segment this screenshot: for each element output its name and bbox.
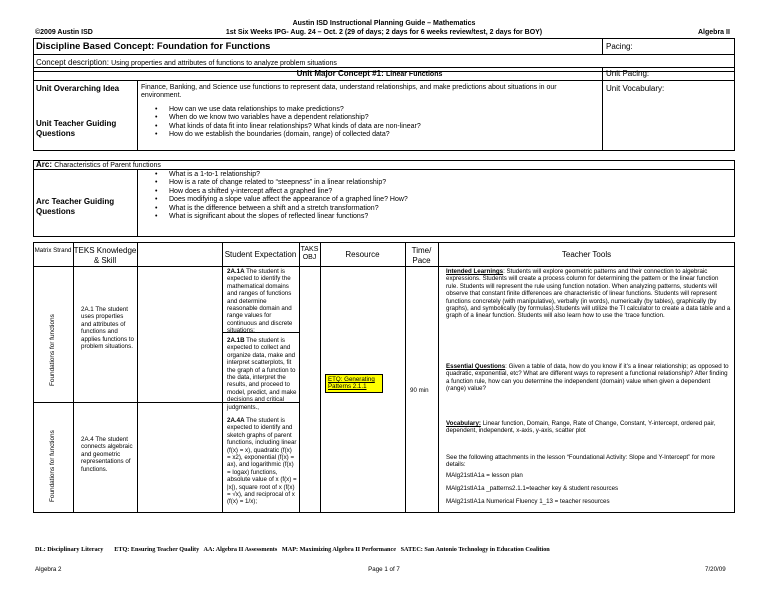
col-header-matrix: Matrix Strand (34, 247, 72, 254)
footer-legend: DL: Disciplinary Literacy ETQ: Ensuring Teacher Quality AA: Algebra II Assessments MAP: Maximizing Algebra II Performance SATEC: San Antonio Technology in Education Coalition (35, 546, 550, 553)
copyright-text: ©2009 Austin ISD (35, 29, 93, 36)
guide-subtitle: 1st Six Weeks IPG- Aug. 24 – Oct. 2 (29 of days; 2 days for 6 weeks review/test, 2 days for BOY) (225, 29, 543, 36)
unit-guiding-label: Unit Teacher Guiding Questions (36, 119, 117, 138)
unit-pacing: Unit Pacing: (606, 69, 650, 78)
course-name: Algebra II (698, 29, 730, 36)
unit-guiding-list (141, 106, 596, 140)
se-2a1b: 2A.1B The student is expected to collect and organize data, make and interpret scatterplots, fit the graph of a function to the data, interpret the results, and proceed to model, predict, and make decisions and critical judgments., (227, 337, 297, 411)
attachments-note: See the following attachments in the lesson “Foundational Activity: Slope and Y-Intercept” for more details: (446, 454, 715, 469)
intended-learnings: Intended Learnings: Students will explore geometric patterns and their connection to algebraic expressions. Students will create a process column for determining the pattern or the linear function rule. Students will represent the rule using function notation. When analyzing patterns, students will observe that constant finite differences are characteristic of linear functions. Students will represent functions concretely (with manipulative), verbally (in words), numerically (by tables), graphically (by graphs), and symbolically (by formulas).Students will utilize the TI calculator to create a data table and a graph of a linear function. Students will also learn how to use the ‘trace function. (446, 268, 731, 320)
col-header-se: Student Expectation (224, 250, 297, 259)
unit-major-concept: Unit Major Concept #1: Linear Functions (296, 69, 443, 78)
overarching-idea-text: Finance, Banking, and Science use functions to represent data, understand relationships, and make predictions about situations in our environment. (141, 84, 557, 100)
arc-guiding-label: Arc Teacher Guiding Questions (36, 197, 115, 216)
discipline-concept: Discipline Based Concept: Foundation for Functions (36, 40, 271, 51)
se-2a1a: 2A.1A The student is expected to identify the mathematical domains and ranges of functions and determine reasonable domain and range values for continuous and discrete situations; (227, 268, 293, 335)
arc-title: Arc: Characteristics of Parent functions (36, 160, 161, 169)
attachment-item[interactable]: MAlg21stIA1a = lesson plan (446, 472, 523, 479)
col-header-teks: TEKS Knowledge & Skill (73, 246, 137, 265)
page-number: Page 1 of 7 (368, 566, 400, 573)
list-item: • How does a shifted y-intercept affect a graphed line? (141, 188, 701, 196)
list-item: • When do we know two variables have a dependent relationship? (141, 114, 596, 122)
strand-label-1: Foundations for functions (49, 314, 56, 386)
arc-guiding-list (141, 171, 701, 221)
attachment-item[interactable]: MAlg21stIA1a _patterns2.1.1=teacher key & student resources (446, 485, 619, 492)
footer-course: Algebra 2 (35, 566, 62, 573)
col-header-tools: Teacher Tools (561, 250, 612, 259)
list-item: • How can we use data relationships to make predictions? (141, 106, 596, 114)
se-2a4a: 2A.4A The student is expected to identify and sketch graphs of parent functions, including linear (f(x) = x), quadratic (f(x) = x2), exponential (f(x) = ax), and logarithmic (f(x) = logax) functions, absolute value of x (f(x) = |x|), square root of x (f(x) = √x), and reciprocal of x (f(x) = 1/x); (227, 417, 297, 506)
list-item: • How is a rate of change related to “steepness” in a linear relationship? (141, 179, 701, 187)
unit-vocabulary: Unit Vocabulary: (606, 84, 665, 93)
time-pace-value: 90 min (410, 387, 429, 394)
guide-title: Austin ISD Instructional Planning Guide – Mathematics (292, 20, 476, 27)
attachment-item[interactable]: MAlg21stIA1a Numerical Fluency 1_13 = teacher resources (446, 498, 610, 505)
col-header-time: Time/ Pace (411, 246, 432, 265)
footer-date: 7/20/09 (705, 566, 726, 573)
ks-2a4: 2A.4 The student connects algebraic and geometric representations of functions. (81, 436, 133, 473)
essential-questions: Essential Questions: Given a table of data, how do you know if it’s a linear relationship; as opposed to quadratic, exponential, etc? What are different ways to represent a functional relationship? After finding a function rule, how can you determine the independent (domain) value when given a dependent (range) value? (446, 363, 729, 393)
ks-2a1: 2A.1 The student uses properties and attributes of functions and applies functions to problem situations. (81, 306, 134, 351)
etq-resource-link[interactable]: ETQ: Generating Patterns 2.1.1 (325, 374, 383, 393)
overarching-idea-label: Unit Overarching Idea (36, 84, 120, 93)
list-item: • What is the difference between a shift and a stretch transformation? (141, 205, 701, 213)
col-header-taks: TAKS OBJ (300, 246, 319, 262)
col-header-resource: Resource (345, 250, 380, 259)
vocabulary-text: Vocabulary: Linear function, Domain, Range, Rate of Change, Constant, Y-intercept, ordered pair, dependent, independent, x-axis, y-axis, scatter plot (446, 420, 716, 435)
concept-pacing: Pacing: (606, 42, 633, 51)
strand-label-2: Foundations for functions (49, 430, 56, 502)
concept-description: Concept description: Using properties and attributes of functions to analyze problem situations (36, 58, 337, 67)
list-item: • What kinds of data fit into linear relationships? What kinds of data are non-linear? (141, 123, 596, 131)
list-item: • Does modifying a slope value affect the appearance of a graphed line? How? (141, 196, 701, 204)
list-item: • How do we establish the boundaries (domain, range) of collected data? (141, 131, 596, 139)
list-item: • What is significant about the slopes of reflected linear functions? (141, 213, 701, 221)
list-item: • What is a 1-to-1 relationship? (141, 171, 701, 179)
